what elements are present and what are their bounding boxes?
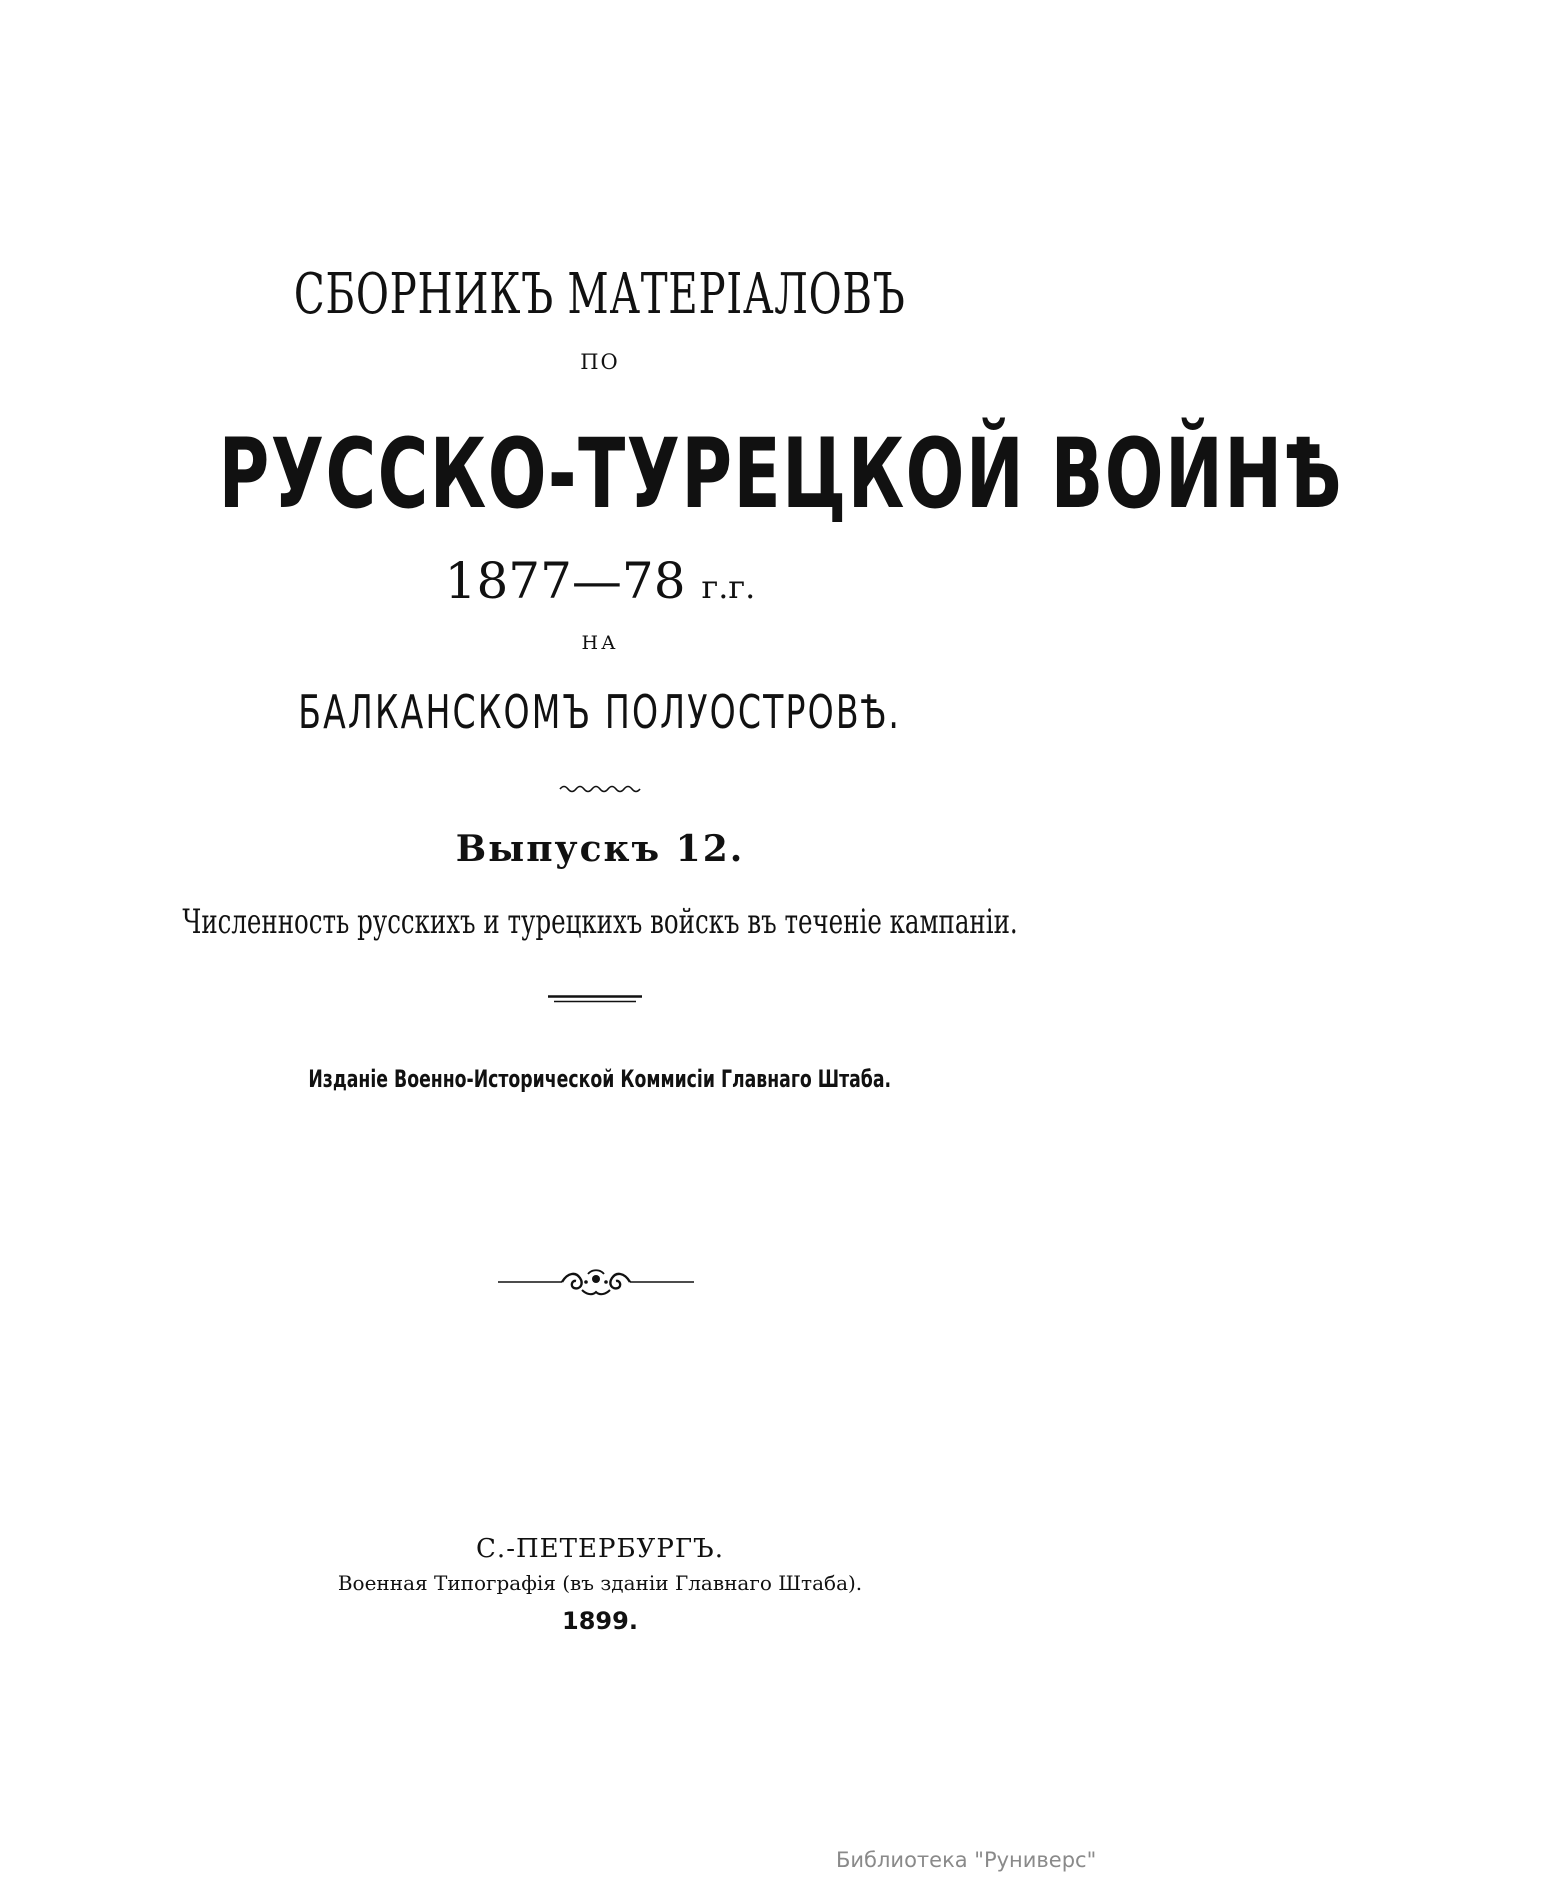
printing-house: Военная Типографія (въ зданіи Главнаго Штаба). [337, 1571, 863, 1595]
city: С.-ПЕТЕРБУРГЪ. [476, 1534, 724, 1564]
wavy-rule-ornament [558, 783, 642, 795]
years: 1877—78 [444, 552, 686, 610]
collection-title: СБОРНИКЪ МАТЕРІАЛОВЪ [294, 262, 906, 327]
years-line [0, 552, 1200, 610]
double-rule-ornament [548, 994, 642, 1004]
region-title: БАЛКАНСКОМЪ ПОЛУОСТРОВѢ. [298, 685, 902, 739]
publication-year: 1899. [562, 1607, 638, 1635]
connector-po: ПО [580, 350, 620, 374]
library-watermark: Библиотека "Руниверс" [836, 1848, 1097, 1872]
issue-number: Выпускъ 12. [455, 828, 745, 870]
scroll-vignette-ornament [496, 1266, 696, 1300]
publisher: Изданіе Военно-Исторической Коммисіи Главнаго Штаба. [308, 1065, 892, 1093]
years-suffix: г.г. [701, 568, 756, 606]
subtitle: Численность русскихъ и турецкихъ войскъ въ теченіе кампаніи. [182, 902, 1018, 942]
main-title: РУССКО-ТУРЕЦКОЙ ВОЙНѢ [218, 418, 1344, 530]
connector-na: НА [581, 632, 619, 654]
